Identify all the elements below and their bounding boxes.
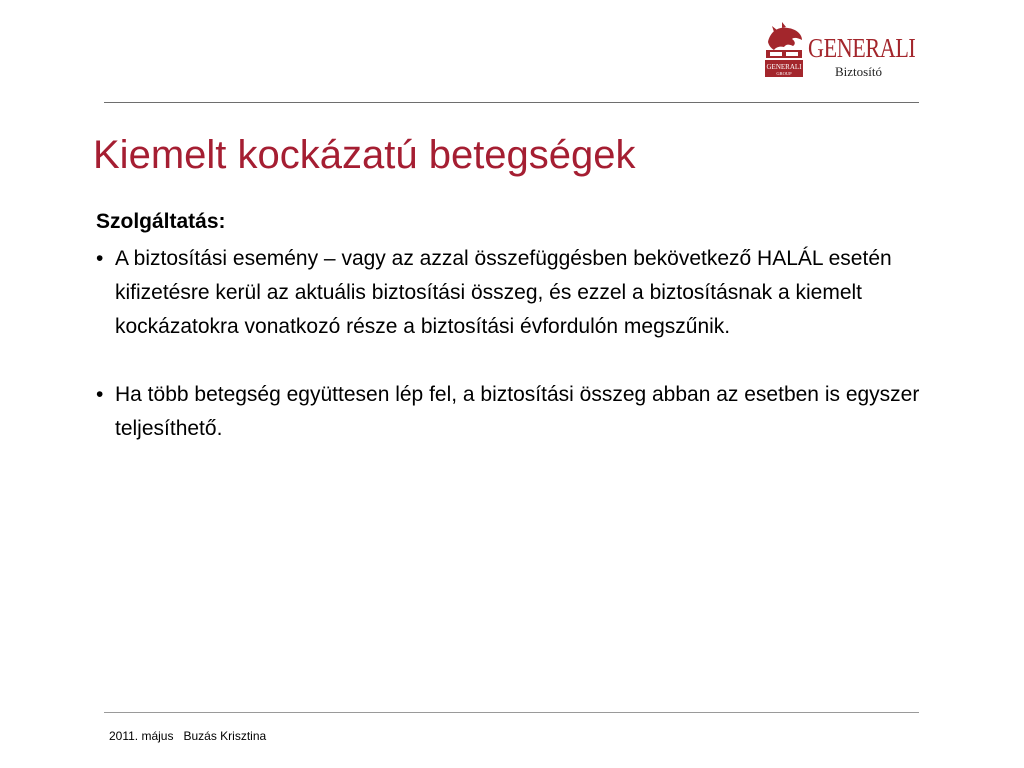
bullet-item [96,242,976,344]
bullet-marker: • [96,383,104,406]
top-divider [104,102,919,103]
bullet-list [96,242,976,446]
bullet-item [96,378,976,446]
bullet-text: Ha több betegség együttesen lép fel, a biztosítási összeg abban az esetben is egyszer teljesíthető. [115,383,920,440]
logo-wordmark: GENERALI [808,33,916,63]
slide-title: Kiemelt kockázatú betegségek [93,133,636,177]
generali-logo [762,22,922,80]
logo-subtitle: Biztosító [835,64,882,79]
section-subheading: Szolgáltatás: [96,210,226,233]
slide-content [96,207,976,446]
logo-badge-text: GENERALI [766,63,802,71]
lion-icon [762,22,806,78]
bottom-divider [104,712,919,713]
bullet-text: A biztosítási esemény – vagy az azzal összefüggésben bekövetkező HALÁL esetén kifizetésre kerül az aktuális biztosítási összeg, és ezzel a biztosításnak a kiemelt kockázatokra vonatkozó része a biztosítási évfordulón megszűnik. [115,247,892,338]
bullet-marker: • [96,247,104,270]
footer-text: 2011. május Buzás Krisztina [109,729,267,743]
logo-badge-subtext: GROUP [776,71,792,76]
